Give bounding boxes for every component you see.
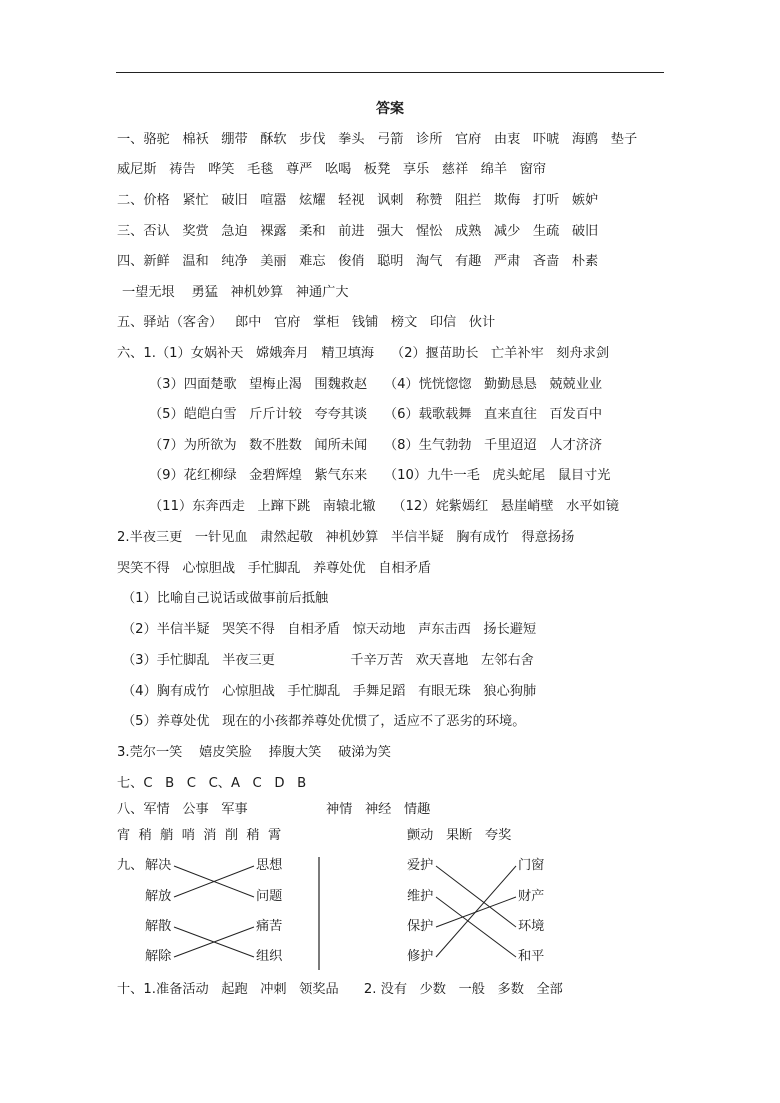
match-left-b-1: 爱护 xyxy=(407,858,434,873)
match-prefix: 九、 xyxy=(117,858,144,873)
answer-line-21: 3.莞尔一笑 嬉皮笑脸 捧腹大笑 破涕为笑 xyxy=(117,745,391,760)
answer-line-3: 二、价格 紧忙 破旧 喧嚣 炫耀 轻视 讽刺 称赞 阻拦 欺侮 打听 嫉妒 xyxy=(117,193,599,208)
answer-line-4: 三、否认 奖赏 急迫 裸露 柔和 前进 强大 惺忪 成熟 减少 生疏 破旧 xyxy=(117,224,599,239)
answer-line-2: 威尼斯 祷告 哗笑 毛毯 尊严 吆喝 板凳 享乐 慈祥 绵羊 窗帘 xyxy=(117,162,547,177)
match-left-a-1: 解决 xyxy=(145,858,172,873)
match-right-a-1: 思想 xyxy=(256,858,283,873)
answer-line-8: 六、1.（1）女娲补天 嫦娥奔月 精卫填海 （2）揠苗助长 亡羊补牢 刻舟求剑 xyxy=(117,346,610,361)
answer-line-14: 2.半夜三更 一针见血 肃然起敬 神机妙算 半信半疑 胸有成竹 得意扬扬 xyxy=(117,530,575,545)
answer-line-25: 十、1.准备活动 起跑 冲刺 领奖品 2. 没有 少数 一般 多数 全部 xyxy=(117,982,563,997)
match-right-b-2: 财产 xyxy=(518,889,545,904)
answer-line-15: 哭笑不得 心惊胆战 手忙脚乱 养尊处优 自相矛盾 xyxy=(117,561,432,576)
answer-line-11: （7）为所欲为 数不胜数 闻所未闻 （8）生气勃勃 千里迢迢 人才济济 xyxy=(149,438,603,453)
answer-line-22: 七、C B C C、A C D B xyxy=(117,776,307,791)
answer-line-24b: 颤动 果断 夸奖 xyxy=(407,828,512,843)
answer-line-17: （2）半信半疑 哭笑不得 自相矛盾 惊天动地 声东击西 扬长避短 xyxy=(122,622,537,637)
answer-line-1: 一、骆驼 棉袄 绷带 酥软 步伐 拳头 弓箭 诊所 官府 由衷 吓唬 海鸥 垫子 xyxy=(117,132,638,147)
match-left-b-2: 维护 xyxy=(407,889,434,904)
answer-line-16: （1）比喻自己说话或做事前后抵触 xyxy=(122,591,329,606)
match-right-a-4: 组织 xyxy=(256,949,283,964)
match-right-b-4: 和平 xyxy=(518,949,545,964)
answer-line-10: （5）皑皑白雪 斤斤计较 夸夸其谈 （6）载歌载舞 直来直往 百发百中 xyxy=(149,407,603,422)
page-title: 答案 xyxy=(376,101,404,117)
match-right-b-1: 门窗 xyxy=(518,858,545,873)
answer-line-18: （3）手忙脚乱 半夜三更 千辛万苦 欢天喜地 左邻右舍 xyxy=(122,653,534,668)
match-line-b-4 xyxy=(436,866,516,957)
match-left-b-3: 保护 xyxy=(407,919,434,934)
answer-line-7: 五、驿站（客舍） 郎中 官府 掌柜 钱铺 榜文 印信 伙计 xyxy=(117,315,496,330)
answer-line-6: 一望无垠 勇猛 神机妙算 神通广大 xyxy=(122,285,349,300)
answer-line-12: （9）花红柳绿 金碧辉煌 紫气东来 （10）九牛一毛 虎头蛇尾 鼠目寸光 xyxy=(149,468,611,483)
match-left-b-4: 修护 xyxy=(407,949,434,964)
answer-line-23: 八、军情 公事 军事 xyxy=(117,802,248,817)
answer-line-9: （3）四面楚歌 望梅止渴 围魏救赵 （4）恍恍惚惚 勤勤恳恳 兢兢业业 xyxy=(149,377,603,392)
match-right-a-3: 痛苦 xyxy=(256,919,283,934)
match-line-b-2 xyxy=(436,897,516,957)
answer-line-24: 宵 稍 艄 哨 消 削 稍 霄 xyxy=(117,828,282,843)
answer-line-5: 四、新鲜 温和 纯净 美丽 难忘 俊俏 聪明 淘气 有趣 严肃 吝啬 朴素 xyxy=(117,254,599,269)
answer-line-20: （5）养尊处优 现在的小孩都养尊处优惯了，适应不了恶劣的环境。 xyxy=(122,714,526,729)
match-line-b-1 xyxy=(436,866,516,927)
match-left-a-3: 解散 xyxy=(145,919,172,934)
answer-line-23b: 神情 神经 情趣 xyxy=(326,802,431,817)
match-left-a-2: 解放 xyxy=(145,889,172,904)
answer-line-13: （11）东奔西走 上蹿下跳 南辕北辙 （12）姹紫嫣红 悬崖峭壁 水平如镜 xyxy=(149,499,619,514)
match-right-a-2: 问题 xyxy=(256,889,283,904)
match-left-a-4: 解除 xyxy=(145,949,172,964)
answer-line-19: （4）胸有成竹 心惊胆战 手忙脚乱 手舞足蹈 有眼无珠 狼心狗肺 xyxy=(122,684,537,699)
match-right-b-3: 环境 xyxy=(518,919,545,934)
